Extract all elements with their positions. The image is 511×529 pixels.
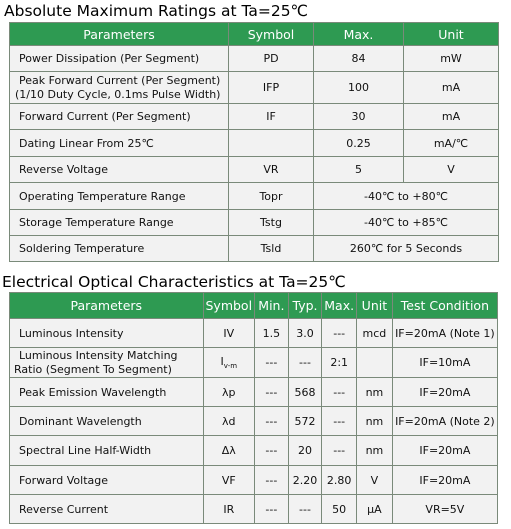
max-cell: 5 — [314, 157, 404, 183]
max-cell: 2.80 — [322, 466, 357, 495]
param-line-2: (1/10 Duty Cycle, 0.1ms Pulse Width) — [15, 87, 221, 101]
unit-cell: V — [357, 466, 393, 495]
electrical-optical-characteristics-table — [9, 292, 498, 524]
header-unit: Unit — [357, 293, 393, 319]
param-cell: Reverse Current — [10, 495, 204, 524]
param-cell: Dominant Wavelength — [10, 407, 204, 436]
symbol-cell: VR — [229, 157, 314, 183]
min-cell: 1.5 — [255, 319, 289, 348]
table-row — [10, 236, 499, 262]
condition-cell: IF=10mA — [392, 348, 497, 378]
symbol-cell: IFP — [229, 72, 314, 104]
max-cell: --- — [322, 319, 357, 348]
param-cell: Spectral Line Half-Width — [10, 436, 204, 466]
header-test-condition: Test Condition — [392, 293, 497, 319]
condition-cell: IF=20mA (Note 2) — [392, 407, 497, 436]
unit-cell: mcd — [357, 319, 393, 348]
max-cell: --- — [322, 436, 357, 466]
symbol-cell: IF — [229, 104, 314, 130]
symbol-cell: IV — [203, 319, 255, 348]
symbol-main: I — [220, 354, 224, 368]
range-cell: -40℃ to +80℃ — [314, 183, 499, 210]
unit-cell: mA/℃ — [404, 130, 499, 157]
header-symbol: Symbol — [203, 293, 255, 319]
max-cell: 84 — [314, 46, 404, 72]
typ-cell: 3.0 — [288, 319, 322, 348]
table-row — [10, 495, 498, 524]
param-line-1: Luminous Intensity Matching — [19, 348, 178, 362]
param-cell: Luminous Intensity — [10, 319, 204, 348]
header-max: Max. — [322, 293, 357, 319]
header-min: Min. — [255, 293, 289, 319]
condition-cell: IF=20mA — [392, 466, 497, 495]
param-line-2: Ratio (Segment To Segment) — [14, 362, 172, 376]
symbol-cell: λd — [203, 407, 255, 436]
condition-cell: IF=20mA — [392, 378, 497, 407]
unit-cell: nm — [357, 407, 393, 436]
min-cell: --- — [255, 495, 289, 524]
symbol-cell: Tsld — [229, 236, 314, 262]
range-cell: 260℃ for 5 Seconds — [314, 236, 499, 262]
unit-cell: mA — [404, 72, 499, 104]
symbol-cell — [203, 348, 255, 378]
table-row — [10, 130, 499, 157]
param-cell — [10, 72, 229, 104]
min-cell: --- — [255, 348, 289, 378]
header-symbol: Symbol — [229, 23, 314, 46]
max-cell: 100 — [314, 72, 404, 104]
param-line-1: Peak Forward Current (Per Segment) — [19, 73, 221, 87]
typ-cell: 568 — [288, 378, 322, 407]
max-cell: --- — [322, 378, 357, 407]
symbol-cell: λp — [203, 378, 255, 407]
table-row — [10, 104, 499, 130]
param-cell: Power Dissipation (Per Segment) — [10, 46, 229, 72]
typ-cell: 2.20 — [288, 466, 322, 495]
table-row — [10, 436, 498, 466]
table-row — [10, 407, 498, 436]
header-typ: Typ. — [288, 293, 322, 319]
header-parameters: Parameters — [10, 293, 204, 319]
param-cell: Forward Current (Per Segment) — [10, 104, 229, 130]
absolute-maximum-ratings-table — [9, 22, 499, 262]
table-row — [10, 319, 498, 348]
param-cell: Forward Voltage — [10, 466, 204, 495]
min-cell: --- — [255, 436, 289, 466]
table-row — [10, 348, 498, 378]
symbol-subscript: v-m — [223, 362, 238, 371]
min-cell: --- — [255, 378, 289, 407]
header-parameters: Parameters — [10, 23, 229, 46]
max-cell: --- — [322, 407, 357, 436]
param-cell — [10, 348, 204, 378]
unit-cell: nm — [357, 436, 393, 466]
symbol-cell: Topr — [229, 183, 314, 210]
unit-cell: mW — [404, 46, 499, 72]
symbol-cell — [229, 130, 314, 157]
max-cell: 30 — [314, 104, 404, 130]
range-cell: -40℃ to +85℃ — [314, 210, 499, 236]
typ-cell: --- — [288, 348, 322, 378]
condition-cell: VR=5V — [392, 495, 497, 524]
symbol-cell: VF — [203, 466, 255, 495]
param-cell: Operating Temperature Range — [10, 183, 229, 210]
table-row — [10, 210, 499, 236]
amr-title: Absolute Maximum Ratings at Ta=25℃ — [4, 2, 308, 20]
table-row — [10, 157, 499, 183]
unit-cell — [357, 348, 393, 378]
header-unit: Unit — [404, 23, 499, 46]
table-header-row — [10, 23, 499, 46]
symbol-cell: PD — [229, 46, 314, 72]
param-cell: Peak Emission Wavelength — [10, 378, 204, 407]
max-cell: 0.25 — [314, 130, 404, 157]
param-cell: Dating Linear From 25℃ — [10, 130, 229, 157]
typ-cell: 20 — [288, 436, 322, 466]
header-max: Max. — [314, 23, 404, 46]
min-cell: --- — [255, 407, 289, 436]
typ-cell: 572 — [288, 407, 322, 436]
max-cell: 50 — [322, 495, 357, 524]
unit-cell: nm — [357, 378, 393, 407]
param-cell: Soldering Temperature — [10, 236, 229, 262]
param-cell: Reverse Voltage — [10, 157, 229, 183]
table-row — [10, 72, 499, 104]
table-header-row — [10, 293, 498, 319]
unit-cell: V — [404, 157, 499, 183]
eoc-title: Electrical Optical Characteristics at Ta=25℃ — [2, 273, 346, 291]
symbol-cell: IR — [203, 495, 255, 524]
typ-cell: --- — [288, 495, 322, 524]
unit-cell: mA — [404, 104, 499, 130]
table-row — [10, 183, 499, 210]
max-cell: 2:1 — [322, 348, 357, 378]
table-row — [10, 378, 498, 407]
symbol-cell: Δλ — [203, 436, 255, 466]
condition-cell: IF=20mA (Note 1) — [392, 319, 497, 348]
condition-cell: IF=20mA — [392, 436, 497, 466]
table-row — [10, 46, 499, 72]
unit-cell: μA — [357, 495, 393, 524]
symbol-cell: Tstg — [229, 210, 314, 236]
table-row — [10, 466, 498, 495]
param-cell: Storage Temperature Range — [10, 210, 229, 236]
min-cell: --- — [255, 466, 289, 495]
